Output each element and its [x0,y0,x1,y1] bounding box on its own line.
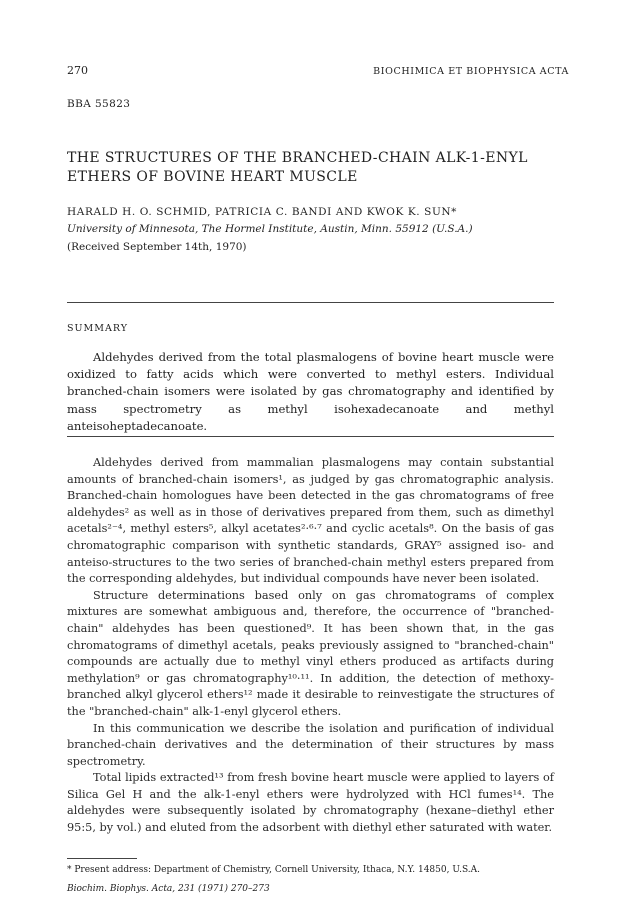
summary-heading: SUMMARY [67,323,128,334]
article-authors: HARALD H. O. SCHMID, PATRICIA C. BANDI AND KWOK K. SUN* [67,206,458,218]
footnote: * Present address: Department of Chemistry, Cornell University, Ithaca, N.Y. 14850, U.S.A. [67,865,481,875]
body-paragraph: Structure determinations based only on gas chromatograms of complex mixtures are somewhat ambiguous and, therefore, the occurrence of "branched-chain" aldehydes has been questioned⁹. It has been shown that, in the gas chromatograms of dimethyl acetals, peaks previously assigned to "branched-chain" compounds are actually due to methyl vinyl ethers produced as artifacts during methylation⁹ or gas chromatography¹⁰·¹¹. In addition, the detection of methoxy-branched alkyl glycerol ethers¹² made it desirable to reinvestigate the structures of the "branched-chain" alk-1-enyl glycerol ethers. [67,588,554,718]
summary-text: Aldehydes derived from the total plasmalogens of bovine heart muscle were oxidized to fatty acids which were converted to methyl esters. Individual branched-chain isomers were isolated by gas chromatography and identified by mass spectrometry as methyl isohexadecanoate and methyl anteisoheptadecanoate. [67,350,554,433]
body-paragraph: In this communication we describe the isolation and purification of individual branched-chain derivatives and the determination of their structures by mass spectrometry. [67,721,554,768]
journal-name: BIOCHIMICA ET BIOPHYSICA ACTA [373,66,569,77]
journal-citation: Biochim. Biophys. Acta, 231 (1971) 270–273 [67,884,270,894]
body-paragraph: Total lipids extracted¹³ from fresh bovine heart muscle were applied to layers of Silica Gel H and the alk-1-enyl ethers were hydrolyzed with HCl fumes¹⁴. The aldehydes were subsequently isolated by chromatography (hexane–diethyl ether 95:5, by vol.) and eluted from the adsorbent with diethyl ether saturated with water. [67,771,554,835]
body-text [67,455,554,837]
received-date: (Received September 14th, 1970) [67,241,247,253]
bottom-divider [67,436,554,437]
footnote-divider [67,858,137,859]
author-affiliation: University of Minnesota, The Hormel Institute, Austin, Minn. 55912 (U.S.A.) [67,223,473,235]
top-divider [67,302,554,303]
body-paragraph: Aldehydes derived from mammalian plasmalogens may contain substantial amounts of branched-chain isomers¹, as judged by gas chromatographic analysis. Branched-chain homologues have been detected in the gas chromatograms of free aldehydes² as well as in those of derivatives prepared from them, such as dimethyl acetals²⁻⁴, methyl esters⁵, alkyl acetates²·⁶·⁷ and cyclic acetals⁸. On the basis of gas chromatographic comparison with synthetic standards, GRAY⁵ assigned iso- and anteiso-structures to the two series of branched-chain methyl esters prepared from the corresponding aldehydes, but individual compounds have never been isolated. [67,456,554,586]
page-number: 270 [67,64,88,77]
article-title: THE STRUCTURES OF THE BRANCHED-CHAIN ALK-1-ENYL ETHERS OF BOVINE HEART MUSCLE [67,150,528,185]
bba-identifier: BBA 55823 [67,98,131,110]
